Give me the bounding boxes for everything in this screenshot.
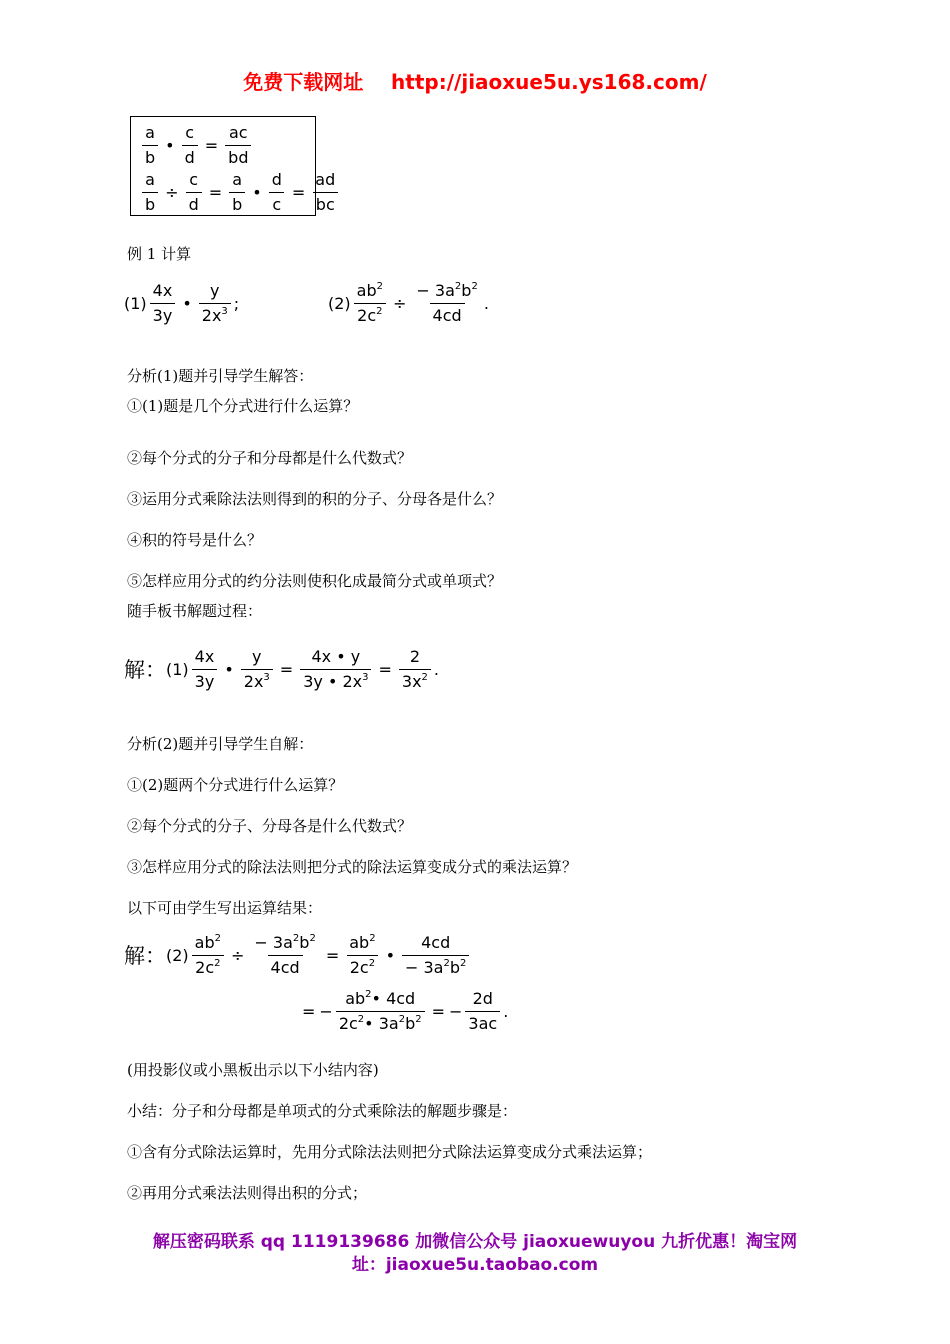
base: 2c [195, 957, 215, 977]
problem-label: (2) [166, 945, 189, 965]
denominator [354, 303, 385, 326]
base: ab [345, 988, 366, 1008]
fraction [186, 170, 202, 215]
equals-sign: = [378, 659, 392, 679]
fraction [399, 647, 431, 692]
fraction [182, 123, 198, 168]
exponent: 2 [292, 932, 300, 944]
fraction [192, 933, 224, 978]
punctuation: ; [233, 293, 240, 313]
denominator: bd [225, 145, 251, 168]
denominator: 4cd [430, 303, 465, 326]
numerator: 4cd [421, 932, 451, 952]
analysis1-intro: 分析(1)题并引导学生解答： [127, 367, 314, 385]
punctuation: . [503, 1001, 509, 1021]
exponent: 2 [460, 957, 467, 969]
exponent: 2 [415, 1013, 422, 1025]
fraction [402, 933, 469, 978]
problem-label: (1) [166, 659, 189, 679]
denominator: d [186, 192, 202, 215]
divide-operator: ÷ [165, 182, 179, 202]
summary-note: (用投影仪或小黑板出示以下小结内容) [127, 1061, 379, 1079]
numerator: ac [229, 122, 248, 142]
numerator [342, 989, 418, 1011]
fraction [142, 123, 158, 168]
fraction [192, 647, 218, 692]
numerator: c [189, 169, 199, 189]
rule-multiply [139, 123, 307, 167]
dot-operator: • [252, 182, 262, 202]
base: b [405, 1013, 416, 1033]
exponent: 2 [365, 988, 372, 1000]
base: 2c [338, 1013, 358, 1033]
base: − 3a [405, 957, 444, 977]
numerator: 4x • y [311, 646, 361, 666]
dot-operator: • [224, 659, 234, 679]
fraction [251, 933, 318, 978]
fraction [269, 170, 285, 215]
fraction [225, 123, 251, 168]
footer-line-2[interactable]: 址：jiaoxue5u.taobao.com [351, 1255, 599, 1275]
solution-2-line-2 [298, 984, 508, 1038]
exponent: 2 [368, 957, 376, 969]
analysis2-q3: ③怎样应用分式的除法法则把分式的除法运算变成分式的乘法运算？ [127, 858, 578, 876]
numerator [413, 281, 480, 303]
exponent: 3 [362, 671, 369, 683]
footer-line-1[interactable]: 解压密码联系 qq 1119139686 加微信公众号 jiaoxuewuyou 九折优惠！淘宝网 [152, 1232, 798, 1252]
base: − 3a [416, 280, 455, 300]
fraction [241, 647, 273, 692]
exponent: 2 [443, 957, 450, 969]
numerator [346, 933, 378, 955]
fraction [465, 989, 500, 1034]
denominator [192, 955, 223, 978]
punctuation: . [483, 293, 489, 313]
fraction [312, 170, 338, 215]
base: 2x [201, 305, 222, 325]
equals-sign: = [204, 135, 219, 155]
exponent: 2 [376, 305, 383, 317]
denominator [300, 669, 371, 692]
base: ab [356, 280, 377, 300]
example-title: 例 1 计算 [127, 245, 192, 263]
exponent: 2 [309, 932, 316, 944]
numerator: 2d [472, 988, 493, 1008]
base: b [449, 957, 461, 977]
numerator [251, 933, 318, 955]
equals-sign: = [279, 659, 294, 679]
equals-sign: = [291, 182, 306, 202]
analysis2-intro: 分析(2)题并引导学生自解： [127, 735, 314, 753]
rules-box [130, 116, 336, 216]
dot-operator: • [182, 293, 192, 313]
base: 2c [357, 305, 377, 325]
exponent: 3 [263, 671, 270, 683]
solution-2-line-1 [124, 928, 472, 982]
base: b [299, 932, 310, 952]
analysis1-q4: ④积的符号是什么？ [127, 531, 263, 549]
fraction [142, 170, 158, 215]
denominator [347, 955, 378, 978]
numerator [192, 933, 224, 955]
numerator: y [252, 646, 262, 666]
denominator: b [142, 192, 158, 215]
denominator [402, 955, 469, 978]
equals-sign: = [325, 945, 340, 965]
board-note: 随手板书解题过程： [127, 602, 263, 620]
exponent: 2 [376, 280, 384, 292]
denominator: 3ac [465, 1011, 500, 1034]
denominator [336, 1011, 425, 1034]
exponent: 2 [369, 932, 376, 944]
analysis1-q1: ①(1)题是几个分式进行什么运算？ [127, 397, 359, 415]
denominator: 4cd [268, 955, 303, 978]
denominator: 3y [150, 303, 176, 326]
exponent: 2 [214, 932, 222, 944]
fraction [300, 647, 371, 692]
fraction [413, 281, 480, 326]
solution-label: 解： [124, 944, 166, 968]
numerator: ad [315, 169, 336, 189]
denominator: b [142, 145, 158, 168]
equals-sign: = [431, 1001, 445, 1021]
equals-sign: = [302, 1001, 316, 1021]
divide-operator: ÷ [231, 945, 245, 965]
analysis1-q2: ②每个分式的分子和分母都是什么代数式？ [127, 449, 413, 467]
numerator: y [210, 280, 220, 300]
denominator: bc [313, 192, 338, 215]
exponent: 2 [471, 280, 478, 292]
problem-label: (2) [328, 293, 351, 313]
problem-label: (1) [124, 293, 147, 313]
summary-step-2: ②再用分式乘法法则得出积的分式； [127, 1184, 368, 1202]
numerator: 4x [194, 646, 215, 666]
exponent: 2 [421, 671, 428, 683]
numerator: 4x [152, 280, 173, 300]
divide-operator: ÷ [393, 293, 407, 313]
fraction [346, 933, 378, 978]
denominator [199, 303, 231, 326]
fraction [336, 989, 425, 1034]
base: • 3a [364, 1013, 399, 1033]
numerator: a [232, 169, 243, 189]
exponent: 2 [214, 957, 221, 969]
solution-label: 解： [124, 658, 166, 682]
header-url[interactable]: 免费下载网址 http://jiaoxue5u.ys168.com/ [243, 70, 707, 94]
analysis2-q1: ①(2)题两个分式进行什么运算？ [127, 776, 344, 794]
example-problem-1 [124, 278, 239, 328]
analysis2-q2: ②每个分式的分子、分母各是什么代数式？ [127, 817, 413, 835]
base: 3x [401, 671, 422, 691]
exponent: 2 [398, 1013, 406, 1025]
exponent: 2 [357, 1013, 365, 1025]
base: • 4cd [371, 988, 416, 1008]
solution-1 [124, 642, 439, 696]
base: b [461, 280, 472, 300]
example-problem-2 [328, 278, 489, 328]
exponent: 2 [454, 280, 462, 292]
denominator [399, 669, 431, 692]
rule-divide [139, 167, 336, 217]
base: 3y • 2x [303, 671, 363, 691]
base: 2c [349, 957, 369, 977]
numerator [354, 281, 386, 303]
fraction [229, 170, 245, 215]
fraction [199, 281, 231, 326]
numerator: a [145, 169, 155, 189]
minus-sign: − [319, 1001, 333, 1021]
base: − 3a [254, 932, 293, 952]
numerator: a [145, 122, 155, 142]
summary-title: 小结：分子和分母都是单项式的分式乘除法的解题步骤是： [127, 1102, 518, 1120]
analysis1-q3: ③运用分式乘除法法则得到的积的分子、分母各是什么？ [127, 490, 503, 508]
summary-step-1: ①含有分式除法运算时，先用分式除法法则把分式除法运算变成分式乘法运算； [127, 1143, 653, 1161]
equals-sign: = [208, 182, 223, 202]
exponent: 3 [221, 305, 228, 317]
denominator: 3y [192, 669, 218, 692]
base: ab [349, 932, 370, 952]
numerator: c [185, 122, 195, 142]
denominator: d [182, 145, 198, 168]
denominator: b [229, 192, 245, 215]
minus-sign: − [449, 1001, 463, 1021]
denominator: c [269, 192, 284, 215]
punctuation: . [433, 659, 440, 679]
numerator: d [271, 169, 282, 189]
dot-operator: • [385, 945, 395, 965]
analysis2-next: 以下可由学生写出运算结果： [127, 899, 323, 917]
denominator [241, 669, 273, 692]
numerator: 2 [409, 646, 420, 666]
dot-operator: • [165, 135, 175, 155]
base: 2x [243, 671, 264, 691]
analysis1-q5: ⑤怎样应用分式的约分法则使积化成最简分式或单项式？ [127, 572, 503, 590]
base: ab [194, 932, 215, 952]
fraction [354, 281, 386, 326]
fraction [150, 281, 176, 326]
